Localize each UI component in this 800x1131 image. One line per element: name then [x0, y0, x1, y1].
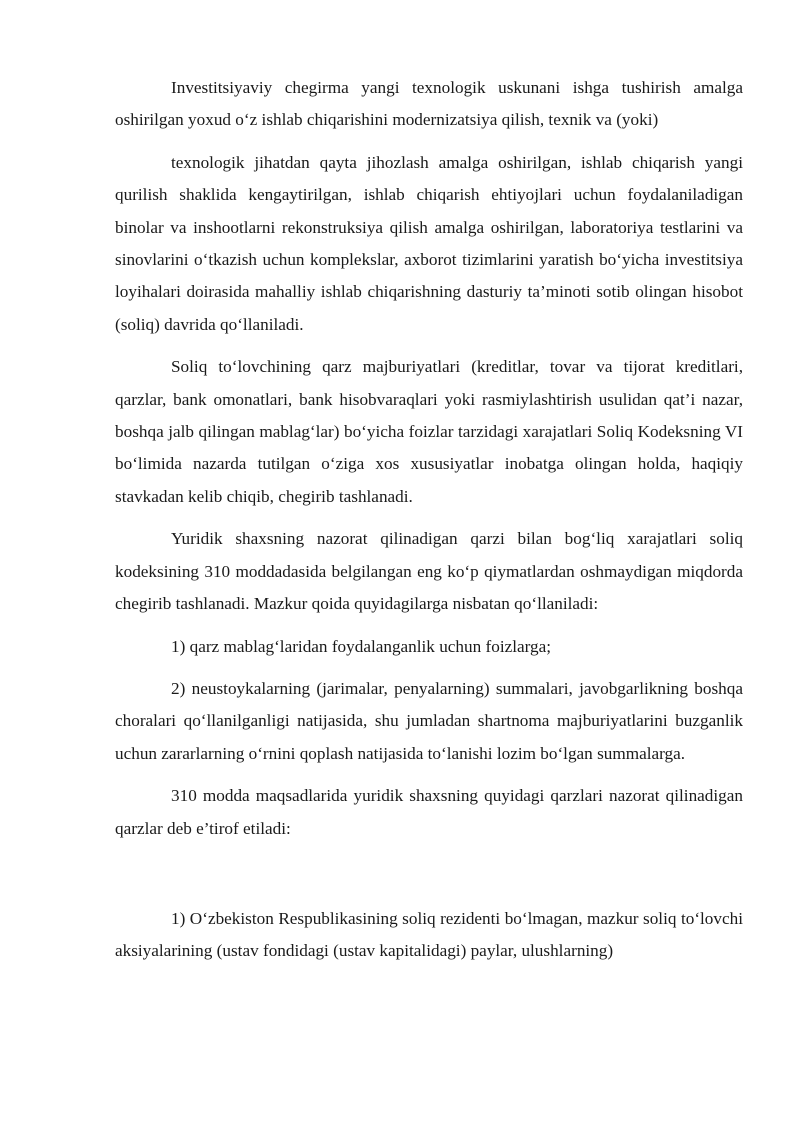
paragraph-article-310: 310 modda maqsadlarida yuridik shaxsning quyidagi qarzlari nazorat qilinadigan qarzlar deb e’tirof etiladi: [115, 786, 743, 838]
list-item-penalties: 2) neustoykalarning (jarimalar, penyalarning) summalari, javobgarlikning boshqa choralari qo‘llanilganligi natijasida, shu jumladan shartnoma majburiyatlarini buzganlik uchun zararlarning o‘rnini qoplash natijasida to‘lanishi lozim bo‘lgan summalarga. [115, 678, 743, 763]
list-item-interest: 1) qarz mablag‘laridan foydalanganlik uchun foizlarga; [171, 636, 552, 656]
list-item-nonresident: 1) O‘zbekiston Respublikasining soliq rezidenti bo‘lmagan, mazkur soliq to‘lovchi aksiyalarining (ustav fondidagi (ustav kapitalidagi) paylar, ulushlarning) [115, 908, 743, 961]
paragraph-technological-reequipment: texnologik jihatdan qayta jihozlash amalga oshirilgan, ishlab chiqarish yangi qurilish shaklida kengaytirilgan, ishlab chiqarish ehtiyojlari uchun foydalaniladigan binolar va inshootlarni rekonstruksiya qilish amalga oshirilgan, laboratoriya testlarini va sinovlarini o‘tkazish uchun komplekslar, axborot tizimlarini yaratish bo‘yicha investitsiya loyihalari doirasida mahalliy ishlab chiqarishning dasturiy ta’minoti sotib olingan hisobot (soliq) davrida qo‘llaniladi. [115, 152, 743, 334]
paragraph-investment-deduction: Investitsiyaviy chegirma yangi texnologik uskunani ishga tushirish amalga oshirilgan yoxud o‘z ishlab chiqarishini modernizatsiya qilish, texnik va (yoki) [115, 78, 743, 130]
document-page [115, 72, 743, 978]
spacer [115, 855, 743, 903]
paragraph-controlled-debt: Yuridik shaxsning nazorat qilinadigan qarzi bilan bog‘liq xarajatlari soliq kodeksining 310 moddadasida belgilangan eng ko‘p qiymatlardan oshmaydigan miqdorda chegirib tashlanadi. Mazkur qoida quyidagilarga nisbatan qo‘llaniladi: [115, 529, 743, 614]
paragraph-debt-obligations: Soliq to‘lovchining qarz majburiyatlari (kreditlar, tovar va tijorat kreditlari, qarzlar, bank omonatlari, bank hisobvaraqlari yoki rasmiylashtirish usulidan qat’i nazar, boshqa jalb qilingan mablag‘lar) bo‘yicha foizlar tarzidagi xarajatlari Soliq Kodeksning VI bo‘limida nazarda tutilgan o‘ziga xos xususiyatlar inobatga olingan holda, haqiqiy stavkadan kelib chiqib, chegirib tashlanadi. [115, 357, 743, 506]
